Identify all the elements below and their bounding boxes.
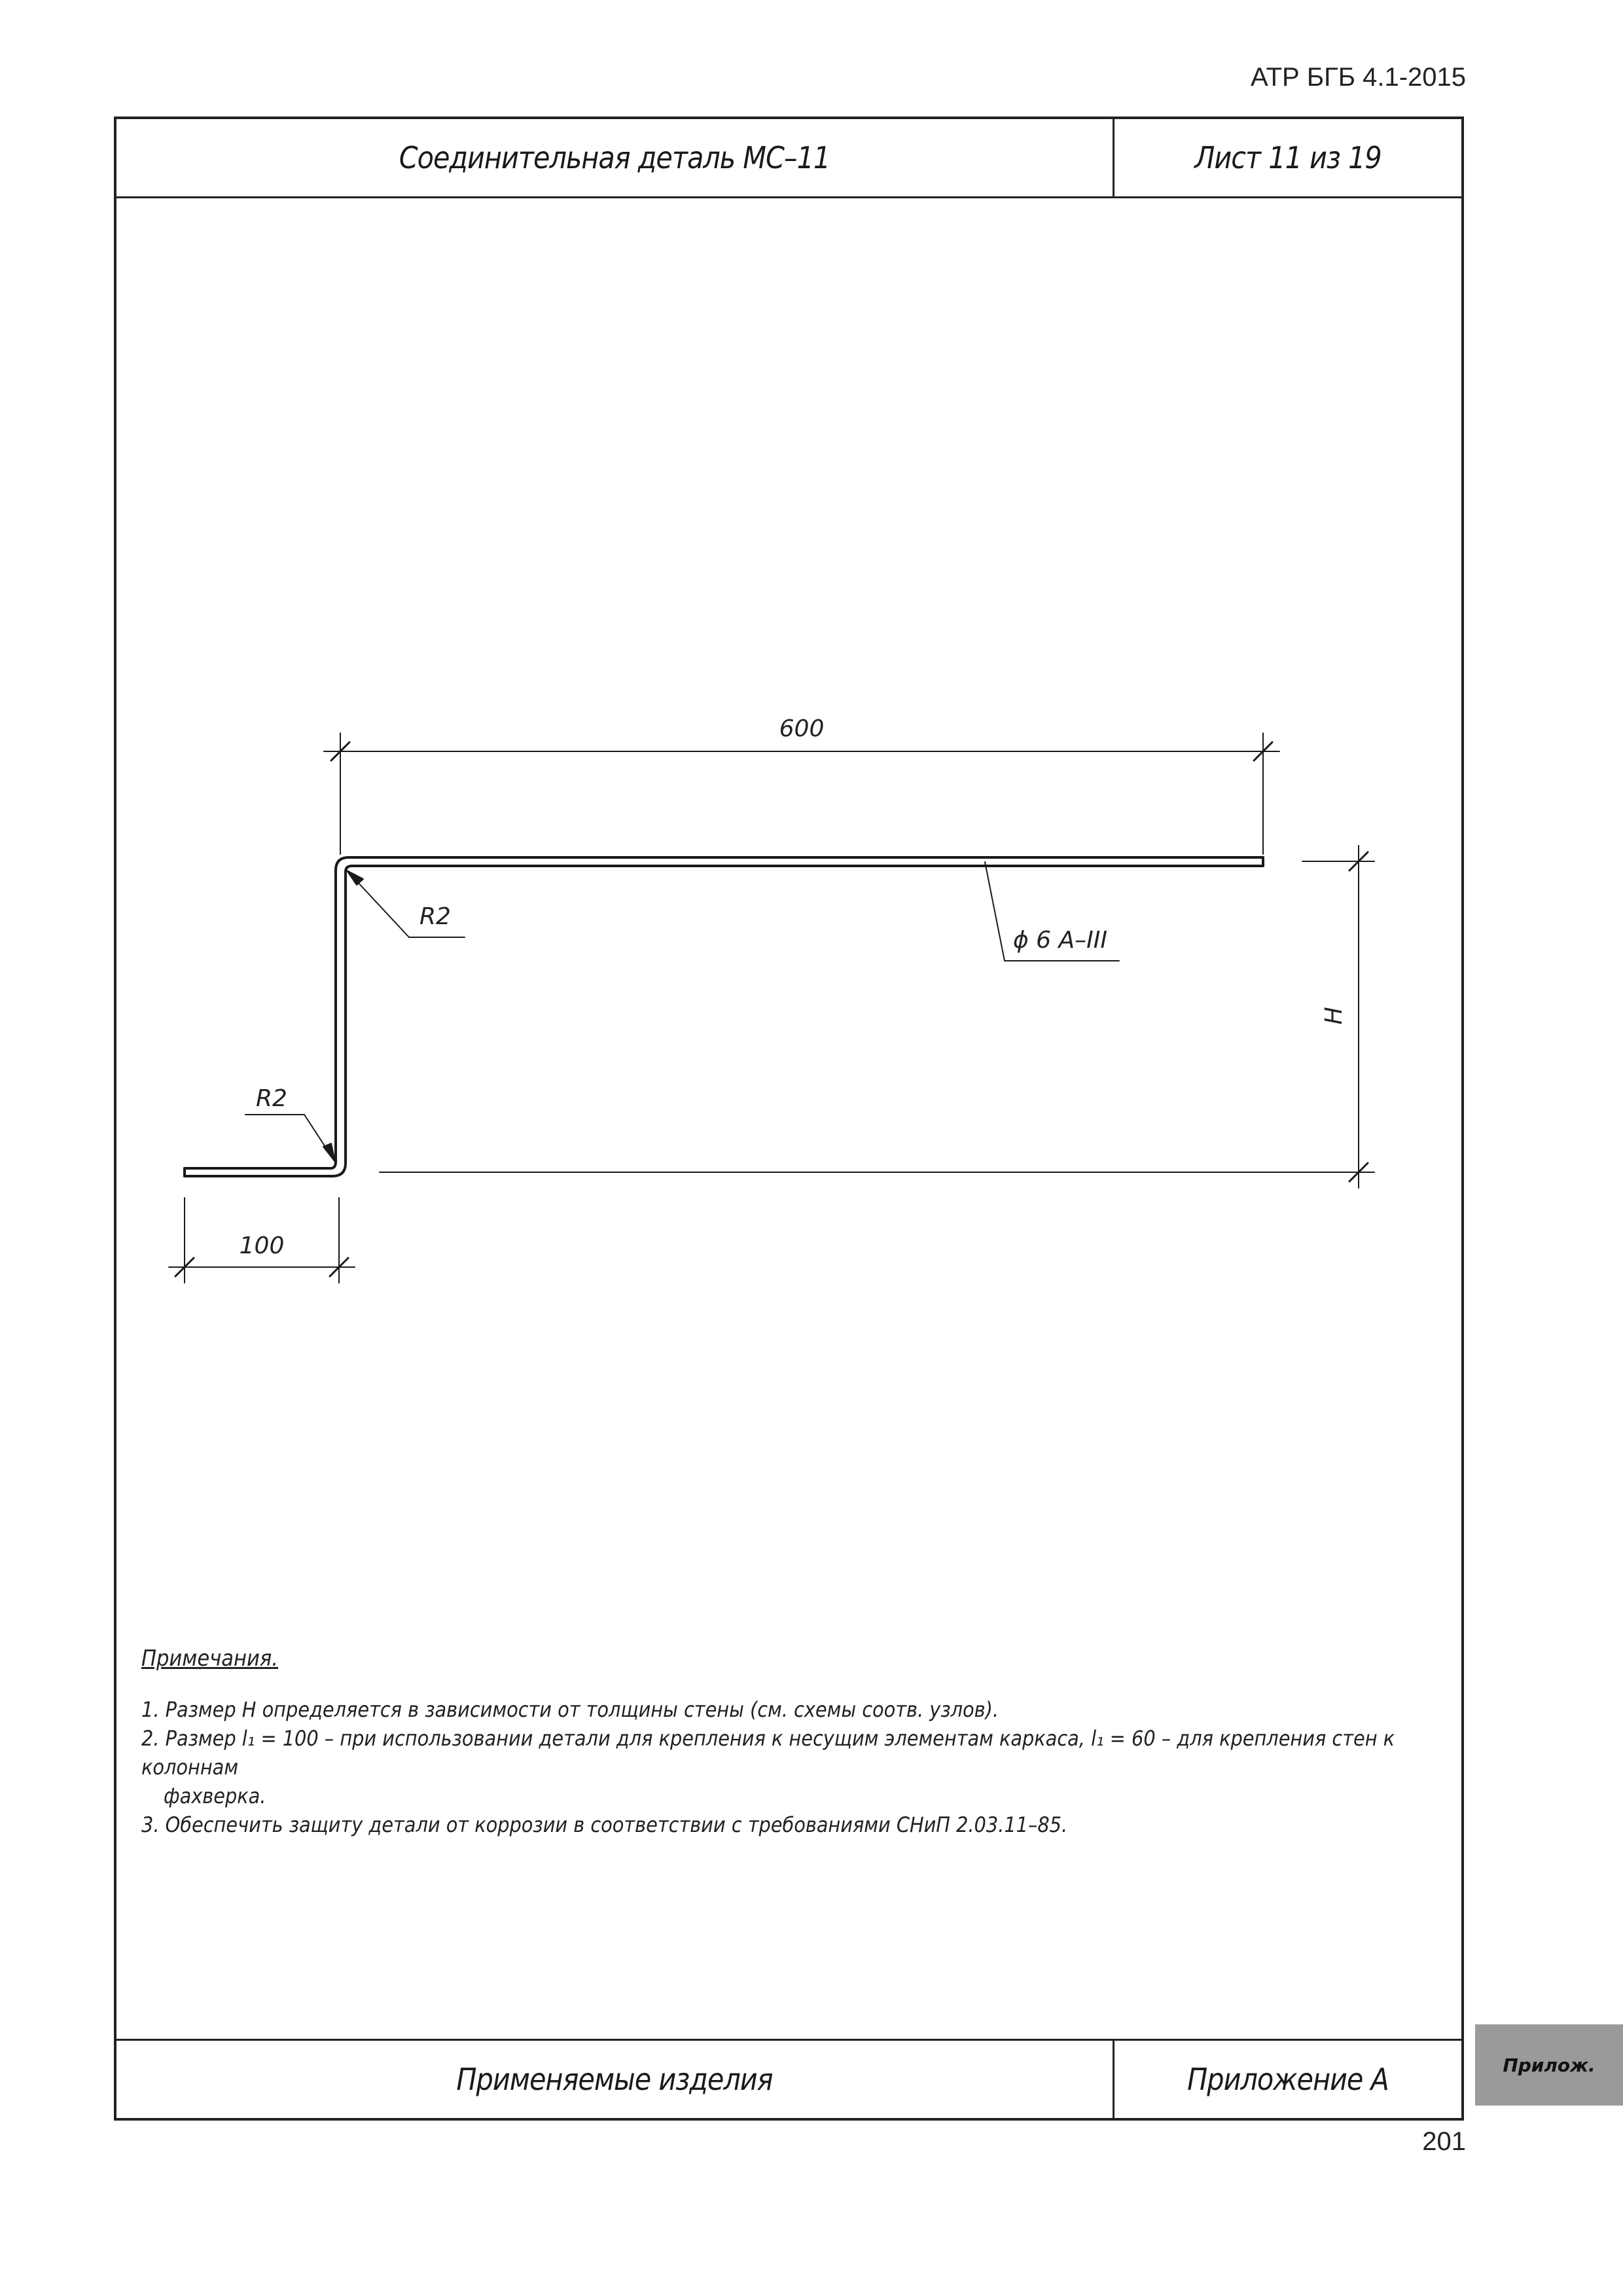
drawing-title: Соединительная деталь МС–11 [116,119,1115,196]
note-item-3: 3. Обеспечить защиту детали от коррозии в соответствии с требованиями СНиП 2.03.11–85. [141,1812,1068,1837]
dim-h-label: H [1321,1007,1347,1025]
notes-title: Примечания. [141,1645,279,1672]
rebar-outline-inner [185,866,1263,1176]
page-number: 201 [1422,2127,1466,2156]
note-item-2-continued: фахверка. [164,1784,266,1808]
sheet-number: Лист 11 из 19 [1194,140,1382,175]
rebar-callout-label: ϕ 6 А–III [1012,927,1108,954]
note-item-1: 1. Размер H определяется в зависимости от толщины стены (см. схемы соотв. узлов). [141,1697,999,1722]
r2-top-label: R2 [419,903,451,930]
r2-bottom-label: R2 [256,1085,287,1112]
dim-600-label: 600 [779,715,825,742]
rebar-callout-leader [985,862,1005,961]
note-item-2: 2. Размер l₁ = 100 – при использовании детали для крепления к несущим элементам каркаса, l₁ = 60 – для крепления стен к колоннам [141,1726,1395,1780]
r2-top-arrow [347,870,363,885]
appendix-side-tab: Прилож. [1475,2024,1623,2106]
products-title: Применяемые изделия [116,2041,1115,2118]
dim-100-label: 100 [239,1232,285,1259]
document-code: АТР БГБ 4.1-2015 [1251,63,1466,92]
r2-bottom-arrow [323,1143,335,1162]
appendix-label: Приложение А [1187,2062,1389,2097]
